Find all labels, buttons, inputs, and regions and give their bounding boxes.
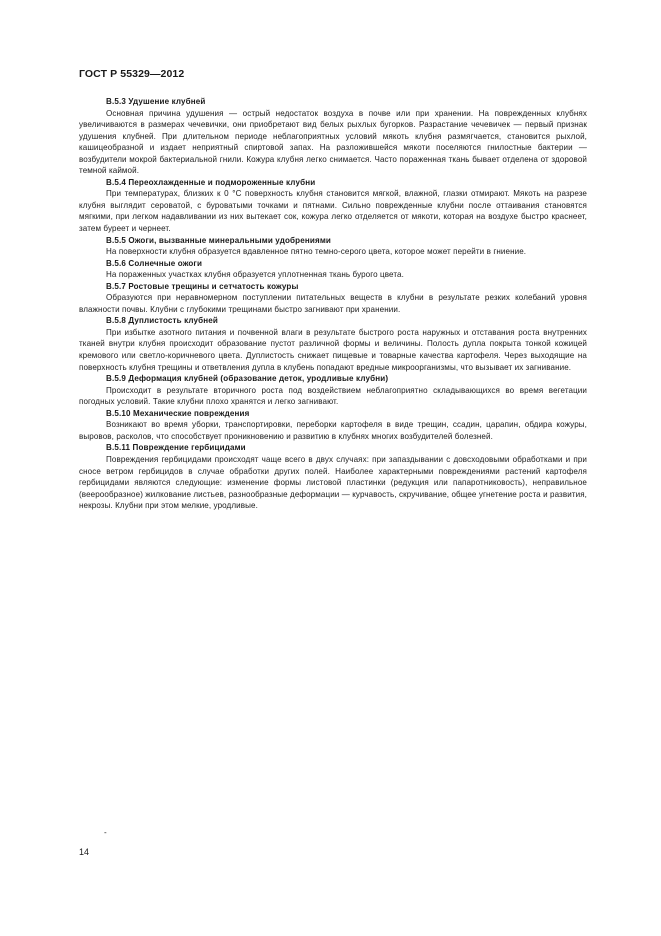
page-number: 14 [79,847,90,857]
section-title: В.5.6 Солнечные ожоги [106,258,203,268]
document-body [79,96,587,512]
section-paragraph: Происходит в результате вторичного роста под воздействием неблагоприятно складывающихся во время вегетации погодных условий. Такие клубни плохо хранятся и легко загнивают. [79,385,587,407]
section-paragraph: При температурах, близких к 0 °С поверхность клубня становится мягкой, влажной, глазки отмирают. Мякоть на разрезе клубня выглядит сероватой, с буроватыми точками и пятнами. Сильно поврежденные клубни после оттаивания становятся мягкими, при легком надавливании из них вытекает сок, кожура легко отделяется от мякоти, которая на воздухе быстро краснеет, затем буреет и чернеет. [79,189,587,234]
footer-mark: - [104,828,107,837]
section-b-5-10 [79,408,587,443]
section-title: В.5.11 Повреждение гербицидами [106,443,246,453]
document-header: ГОСТ Р 55329—2012 [79,68,185,80]
section-paragraph: Возникают во время уборки, транспортировки, переборки картофеля в виде трещин, ссадин, царапин, обдира кожуры, выровов, расколов, что способствует проникновению и развитию в клубнях многих возбудителей болезней. [79,420,587,441]
section-b-5-11 [79,442,587,511]
section-title: В.5.5 Ожоги, вызванные минеральными удобрениями [106,235,332,245]
section-paragraph: На пораженных участках клубня образуется уплотненная ткань бурого цвета. [106,270,404,280]
section-title: В.5.10 Механические повреждения [106,408,250,418]
section-b-5-6 [79,258,587,281]
section-b-5-7 [79,281,587,316]
section-title: В.5.7 Ростовые трещины и сетчатость кожуры [106,281,299,291]
section-b-5-8 [79,315,587,373]
section-b-5-3 [79,96,587,177]
section-paragraph: Повреждения гербицидами происходят чаще всего в двух случаях: при запаздывании с довсходовыми обработками и при сносе ветром гербицидов в случае обработки других полей. Наиболее характерными повреждениями растений картофеля гербицидами являются следующие: изменение формы листовой пластинки (редукция или папаротниковость), неправильное (веерообразное) жилкование листьев, разнообразные деформации — курчавость, скручивание, общее угнетение роста и развития, некрозы. Клубни при этом мелкие, уродливые. [79,454,587,511]
section-paragraph: Образуются при неравномерном поступлении питательных веществ в клубни в результате резких колебаний уровня влажности почвы. Клубни с глубокими трещинами быстро загнивают при хранении. [79,293,587,314]
section-b-5-9 [79,373,587,408]
section-paragraph: На поверхности клубня образуется вдавленное пятно темно-серого цвета, которое может перейти в гниение. [106,247,527,257]
section-b-5-4 [79,177,587,235]
section-paragraph: Основная причина удушения — острый недостаток воздуха в почве или при хранении. На поврежденных клубнях увеличиваются в размерах чечевички, они приобретают вид белых рыхлых бугорков. Разрастание чечевичек — первый признак удушения клубней. При длительном периоде неблагоприятных условий мякоть клубня размягчается, становится рыхлой, кашицеобразной и издает неприятный спиртовой запах. На разложившейся мякоти поселяются гнилостные бактерии — возбудители мокрой бактериальной гнили. Кожура клубня легко снимается. Часто пораженная ткань бывает отделена от здоровой темной каймой. [79,108,587,176]
section-title: В.5.3 Удушение клубней [106,97,206,106]
section-title: В.5.9 Деформация клубней (образование деток, уродливые клубни) [106,374,389,384]
section-paragraph: При избытке азотного питания и почвенной влаги в результате быстрого роста наружных и отставания роста внутренних тканей внутри клубня происходит образование пустот различной формы и величины. Полость дупла покрыта тонкой кожицей кремового или светло-коричневого цвета. Дуплистость снижает пищевые и товарные качества картофеля. Через выходящие на поверхность клубня трещины и ответвления дупла в клубень попадают вредные микроорганизмы, что вызывает их загнивание. [79,327,587,372]
section-title: В.5.8 Дуплистость клубней [106,316,219,326]
section-b-5-5 [79,235,587,258]
section-title: В.5.4 Переохлажденные и подмороженные клубни [106,177,316,187]
